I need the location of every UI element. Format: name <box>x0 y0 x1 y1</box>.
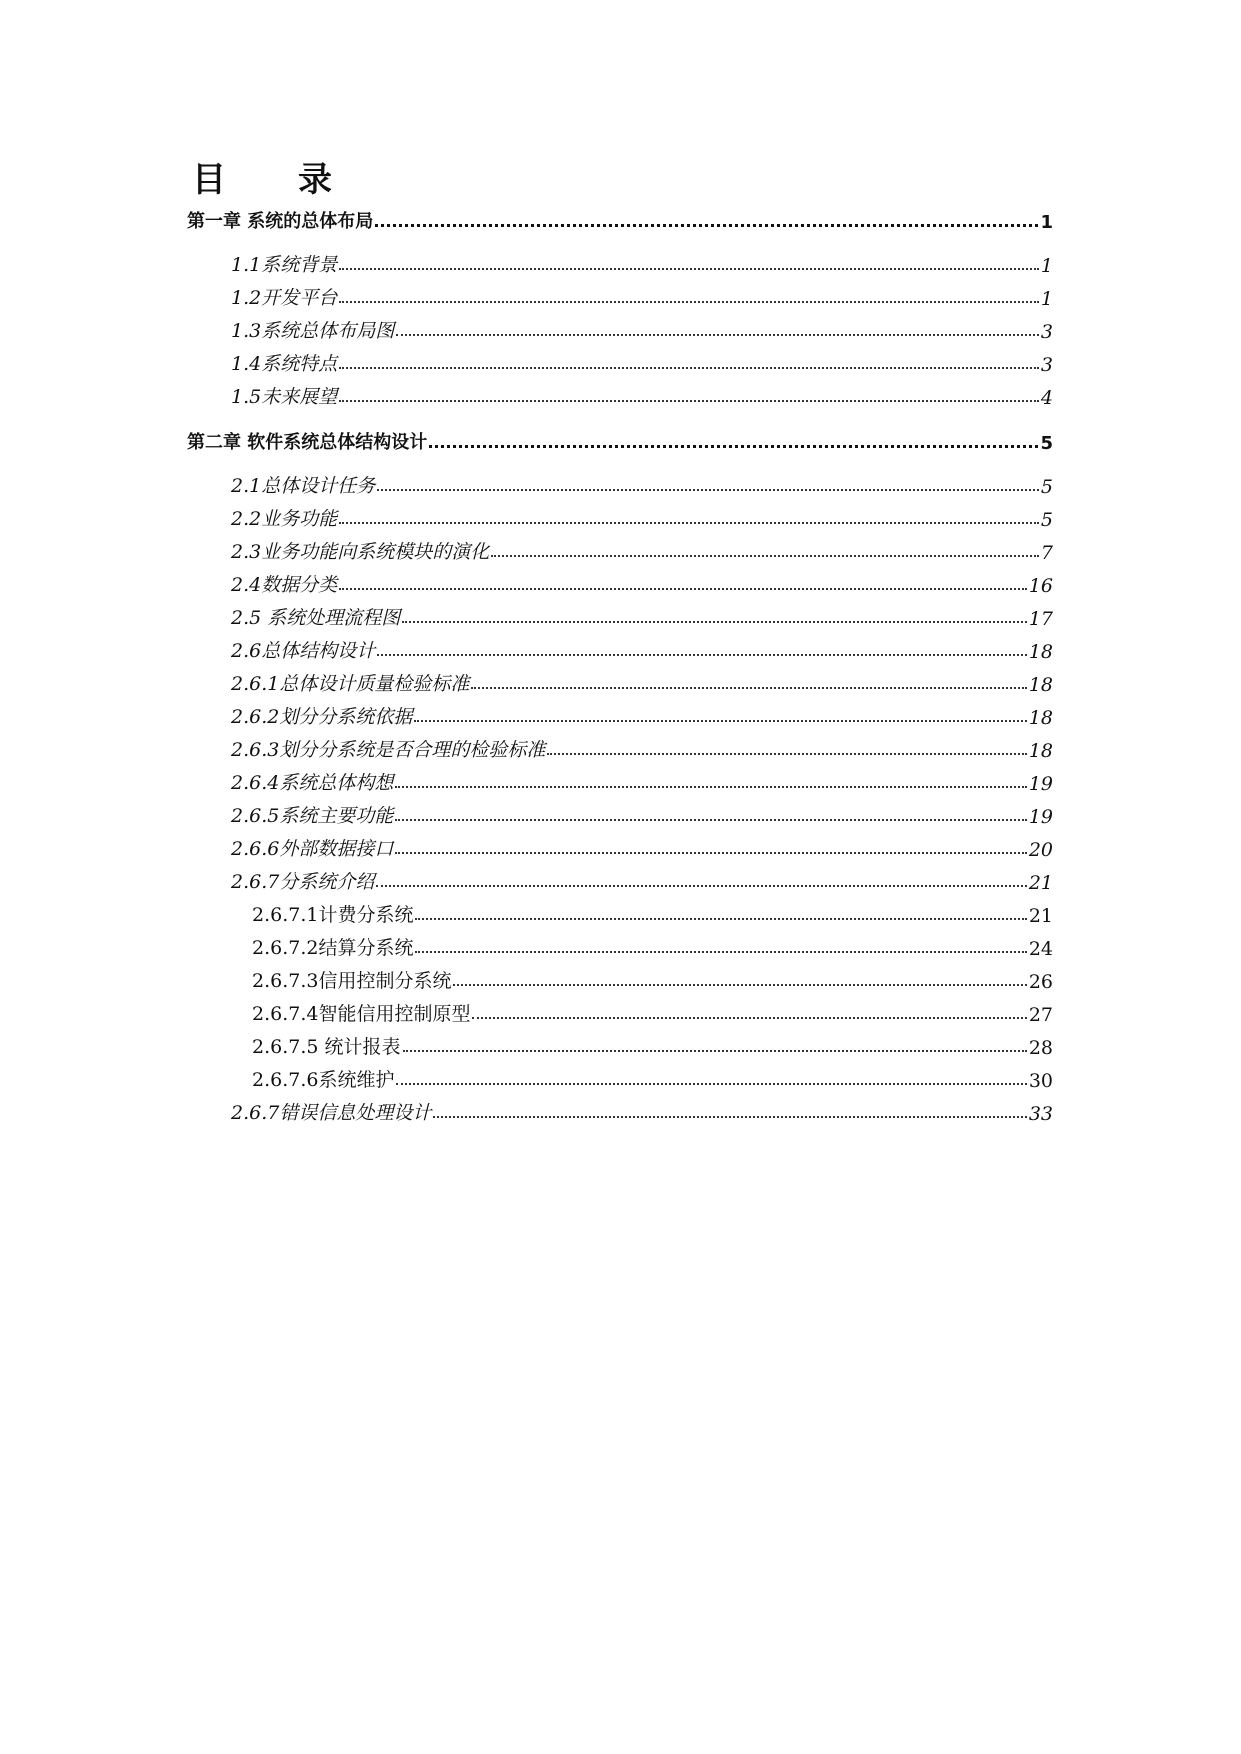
toc-entry-page: 18 <box>1028 707 1053 729</box>
dot-leader <box>491 555 1039 557</box>
toc-entry[interactable] <box>231 534 1053 564</box>
dot-leader <box>415 918 1026 920</box>
toc-entry[interactable] <box>252 1029 1053 1059</box>
dot-leader <box>414 720 1026 722</box>
toc-entry-label: 2.6总体结构设计 <box>231 640 376 662</box>
dot-leader <box>376 885 1026 887</box>
toc-entry-page: 17 <box>1028 608 1053 630</box>
dot-leader <box>395 786 1026 788</box>
toc-entry-page: 19 <box>1028 806 1053 828</box>
toc-entry-page: 26 <box>1028 971 1053 993</box>
toc-entry-page: 5 <box>1040 509 1053 531</box>
toc-entry-label: 2.6.6外部数据接口 <box>231 838 394 860</box>
toc-entry[interactable] <box>231 699 1053 729</box>
toc-entry[interactable] <box>252 930 1053 960</box>
toc-entry[interactable] <box>231 247 1053 277</box>
dot-leader <box>396 1083 1026 1085</box>
toc-entry[interactable] <box>252 963 1053 993</box>
toc-entry[interactable] <box>252 897 1053 927</box>
dot-leader <box>402 621 1027 623</box>
dot-leader <box>339 522 1039 524</box>
dot-leader <box>471 687 1026 689</box>
toc-entry-page: 33 <box>1028 1103 1053 1125</box>
toc-entry-page: 30 <box>1028 1070 1053 1092</box>
dot-leader <box>403 1050 1027 1052</box>
toc-entry-label: 2.2业务功能 <box>231 508 338 530</box>
toc-entry-page: 1 <box>1040 288 1053 310</box>
toc-entry-page: 18 <box>1028 740 1053 762</box>
toc-entry[interactable] <box>231 864 1053 894</box>
toc-entry[interactable] <box>231 1095 1053 1125</box>
toc-entry-chapter-1[interactable] <box>187 203 1053 233</box>
toc-entry-chapter-2[interactable] <box>187 424 1053 454</box>
toc-entry[interactable] <box>231 313 1053 343</box>
toc-entry[interactable] <box>231 600 1053 630</box>
toc-entry-page: 1 <box>1040 255 1053 277</box>
toc-entry-page: 24 <box>1028 938 1053 960</box>
toc-entry-label: 2.6.4系统总体构想 <box>231 772 394 794</box>
toc-entry-label: 2.6.7.5 统计报表 <box>252 1036 401 1058</box>
toc-entry-page: 18 <box>1028 674 1053 696</box>
toc-entry-label: 2.6.5系统主要功能 <box>231 805 394 827</box>
dot-leader <box>339 367 1039 369</box>
toc-entry-label: 第一章 系统的总体布局 <box>187 211 374 232</box>
dot-leader <box>375 224 1038 227</box>
toc-entry[interactable] <box>231 346 1053 376</box>
toc-entry-page: 21 <box>1028 905 1053 927</box>
toc-entry[interactable] <box>231 633 1053 663</box>
dot-leader <box>339 268 1039 270</box>
toc-entry-label: 1.2开发平台 <box>231 287 338 309</box>
toc-entry-page: 3 <box>1040 354 1053 376</box>
toc-entry-label: 2.6.7.3信用控制分系统 <box>252 970 452 992</box>
toc-entry-page: 21 <box>1028 872 1053 894</box>
toc-entry[interactable] <box>231 280 1053 310</box>
dot-leader <box>547 753 1026 755</box>
toc-entry-label: 2.6.1总体设计质量检验标准 <box>231 673 470 695</box>
toc-entry-label: 2.6.7分系统介绍 <box>231 871 375 893</box>
dot-leader <box>433 1116 1026 1118</box>
toc-entry-page: 1 <box>1040 212 1053 233</box>
title-char-1: 目 <box>192 160 228 200</box>
dot-leader <box>415 951 1026 953</box>
toc-entry-label: 2.6.2划分分系统依据 <box>231 706 413 728</box>
toc-entry-page: 5 <box>1040 433 1053 454</box>
toc-entry-label: 2.3业务功能向系统模块的演化 <box>231 541 490 563</box>
dot-leader <box>429 445 1038 448</box>
toc-entry-label: 1.3系统总体布局图 <box>231 320 395 342</box>
dot-leader <box>395 819 1026 821</box>
dot-leader <box>395 852 1026 854</box>
dot-leader <box>377 654 1027 656</box>
toc-entry[interactable] <box>252 1062 1053 1092</box>
toc-entry[interactable] <box>231 468 1053 498</box>
toc-entry[interactable] <box>231 567 1053 597</box>
toc-entry[interactable] <box>252 996 1053 1026</box>
toc-entry-page: 16 <box>1028 575 1053 597</box>
toc-entry[interactable] <box>231 379 1053 409</box>
toc-entry-label: 1.1系统背景 <box>231 254 338 276</box>
toc-entry-label: 第二章 软件系统总体结构设计 <box>187 432 428 453</box>
toc-entry[interactable] <box>231 765 1053 795</box>
title-char-2: 录 <box>298 160 334 200</box>
toc-entry[interactable] <box>231 798 1053 828</box>
toc-entry[interactable] <box>231 501 1053 531</box>
toc-entry-page: 4 <box>1040 387 1053 409</box>
toc-entry-label: 2.6.7错误信息处理设计 <box>231 1102 432 1124</box>
toc-entry-label: 2.6.7.6系统维护 <box>252 1069 395 1091</box>
toc-entry-label: 2.6.7.1计费分系统 <box>252 904 414 926</box>
toc-entry-page: 5 <box>1040 476 1053 498</box>
toc-entry[interactable] <box>231 732 1053 762</box>
toc-entry-page: 7 <box>1040 542 1053 564</box>
dot-leader <box>339 400 1039 402</box>
toc-entry-page: 19 <box>1028 773 1053 795</box>
toc-entry-page: 18 <box>1028 641 1053 663</box>
toc-entry-label: 2.6.7.2结算分系统 <box>252 937 414 959</box>
toc-entry[interactable] <box>231 831 1053 861</box>
toc-entry-page: 3 <box>1040 321 1053 343</box>
toc-entry-label: 1.4系统特点 <box>231 353 338 375</box>
toc-entry-page: 27 <box>1028 1004 1053 1026</box>
toc-entry-label: 2.6.3划分分系统是否合理的检验标准 <box>231 739 546 761</box>
dot-leader <box>453 984 1026 986</box>
toc-entry-page: 28 <box>1028 1037 1053 1059</box>
toc-entry-label: 2.6.7.4智能信用控制原型 <box>252 1003 471 1025</box>
dot-leader <box>339 588 1027 590</box>
toc-entry-label: 2.4数据分类 <box>231 574 338 596</box>
toc-entry-page: 20 <box>1028 839 1053 861</box>
dot-leader <box>472 1017 1026 1019</box>
toc-entry[interactable] <box>231 666 1053 696</box>
toc-entry-label: 2.5 系统处理流程图 <box>231 607 401 629</box>
dot-leader <box>396 334 1039 336</box>
toc-entry-label: 1.5未来展望 <box>231 386 338 408</box>
dot-leader <box>339 301 1039 303</box>
toc-entry-label: 2.1总体设计任务 <box>231 475 376 497</box>
dot-leader <box>377 489 1039 491</box>
